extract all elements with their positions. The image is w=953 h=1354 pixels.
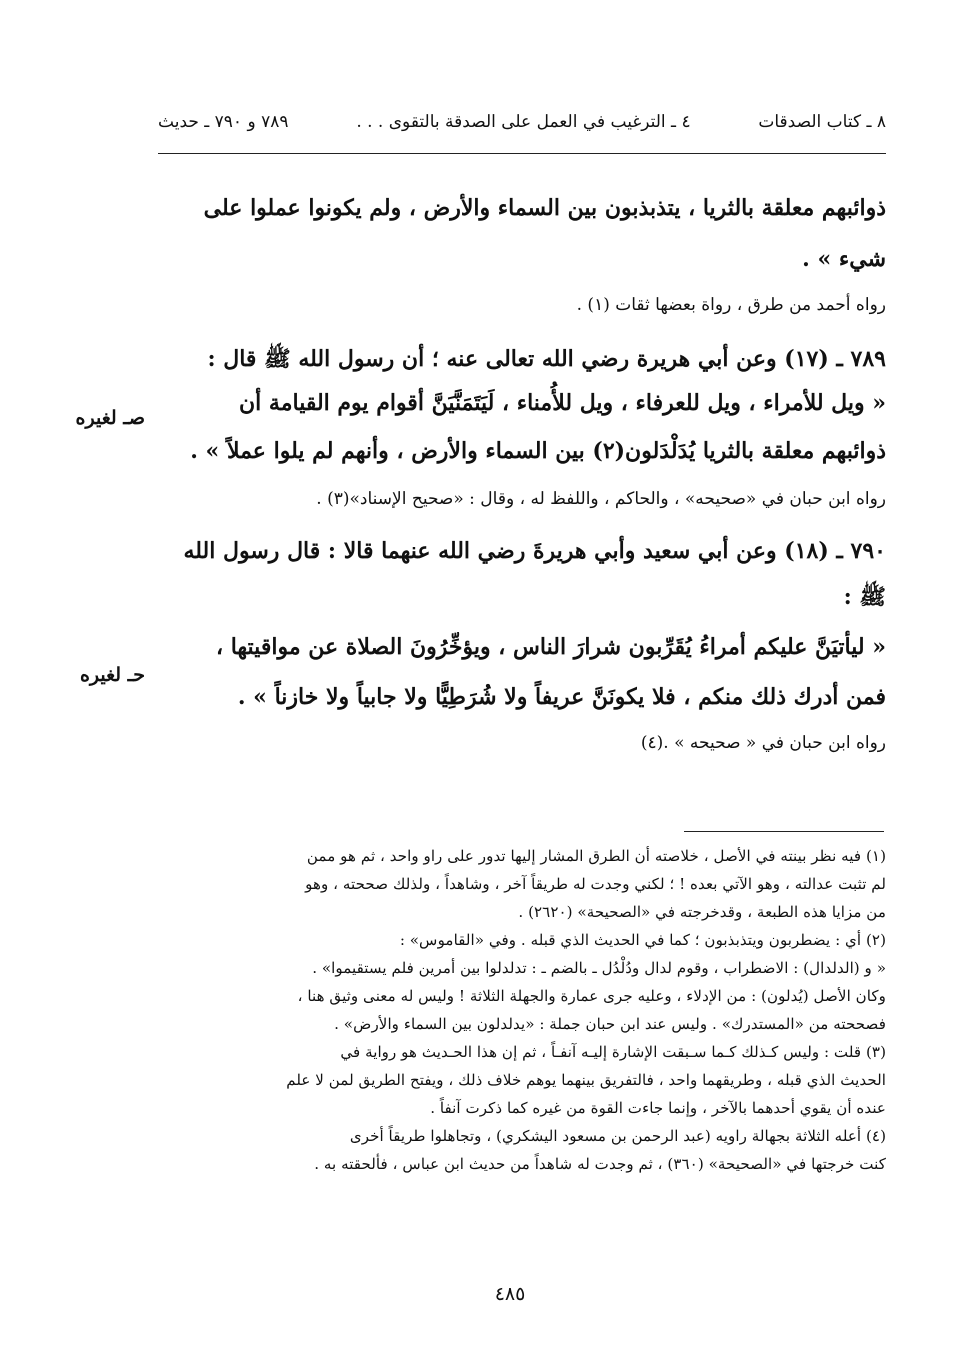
footnote-line: (٣) قلت : وليس كـذلك كـما سـبقت الإشارة إليـه آنفـاً ، ثم إن هذا الحـديث هو رواية في (340, 1043, 886, 1061)
hadith-790-source: رواه ابن حبان في « صحيحه » .(٤) (640, 733, 886, 753)
hadith-789-grade: صـ لغيره (75, 407, 145, 429)
hadith-789-source: رواه ابن حبان في «صحيحه» ، والحاكم ، واللفظ له ، وقال : «صحيح الإسناد»(٣) . (316, 489, 886, 509)
main-text (158, 195, 886, 754)
hadith-789-text-line-2: ذوائبهم معلقة بالثريا يُدَلْدَلون(٢) بين السماء والأرض ، وأنهم لم يلوا عملاً » . (190, 438, 886, 464)
footnote-line: فصححته من «المستدرك» . وليس عند ابن حبان جملة : «يدلدلون بين السماء والأرض» . (334, 1015, 886, 1033)
footnote-line: وكان الأصل (يُدلون) : من الإدلاء ، وعليه جرى عمارة والجهلة الثلاثة ! وليس له معنى وثيق هنا ، (297, 987, 886, 1005)
footnote-line: (١) فيه نظر بينته في الأصل ، خلاصته أن الطرق المشار إليها تدور على راو واحد ، ثم هو ممن (306, 847, 886, 865)
footnote-line: « و (الدلدال) : الاضطراب ، وقوم لدال ودُلْدُل ـ بالضم ـ : تدلدلوا بين أمرين فلم يستقيموا» . (312, 959, 886, 977)
hadith-790-intro-line-2: ﷺ : (843, 584, 886, 610)
prev-hadith-line-2: شيء » . (802, 246, 886, 272)
hadith-790-text-line-2: فمن أدرك ذلك منكم ، فلا يكونَنَّ عريفاً ولا شُرَطِيًّا ولا جابياً ولا خازناً » . (237, 684, 886, 710)
header-book-title: ٨ ـ كتاب الصدقات (758, 112, 886, 132)
header-chapter-title: ٤ ـ الترغيب في العمل على الصدقة بالتقوى . . . (356, 112, 691, 132)
header-divider (158, 153, 886, 154)
hadith-790-grade: حـ لغيره (79, 664, 145, 686)
footnote-line: عنده أن يقوي أحدهما بالآخر ، وإنما جاءت القوة من غيره كما ذكرت آنفاً . (430, 1099, 886, 1117)
footnote-line: من مزايا هذه الطبعة ، وقدخرجته في «الصحيحة» (٢٦٢٠) . (518, 903, 886, 921)
hadith-790-intro-line-1: ٧٩٠ ـ (١٨) وعن أبي سعيد وأبي هريرةَ رضي الله عنهما قالا : قال رسول الله (183, 538, 886, 564)
footnotes (158, 842, 886, 1178)
hadith-790-text-line-1: « ليأتيَنَّ عليكم أمراءُ يُقَرِّبون شرارَ الناس ، ويؤخِّرُونَ الصلاة عن مواقيتها ، (215, 634, 886, 660)
prev-hadith-line-1: ذوائبهم معلقة بالثريا ، يتذبذبون بين السماء والأرض ، ولم يكونوا عملوا على (203, 195, 886, 221)
footnote-line: (٤) أعله الثلاثة بجهالة راويه (عبد الرحمن بن مسعود اليشكري) ، وتجاهلوا طريقاً أخرى (349, 1127, 886, 1145)
hadith-789-intro: ٧٨٩ ـ (١٧) وعن أبي هريرة رضي الله تعالى عنه ؛ أن رسول الله ﷺ قال : (207, 346, 886, 372)
footnote-line: لم تثبت عدالته ، وهو الآتي بعده ! ؛ لكني وجدت له طريقاً آخر ، وشاهداً ، ولذلك صححته ، وهو (305, 875, 886, 893)
header-hadith-range: ٧٨٩ و ٧٩٠ ـ حديث (158, 112, 289, 132)
footnote-line: (٢) أي : يضطربون ويتذبذبون ؛ كما في الحديث الذي قبله . وفي «القاموس» : (399, 931, 886, 949)
running-header (158, 112, 886, 132)
footnote-divider (684, 831, 884, 832)
footnote-line: كنت خرجتها في «الصحيحة» (٣٦٠) ، ثم وجدت له شاهداً من حديث ابن عباس ، فألحقته به . (314, 1155, 886, 1173)
page-number: ٤٨٥ (494, 1283, 526, 1305)
footnote-line: الحديث الذي قبله ، وطريقهما واحد ، فالتفريق بينهما يوهم خلاف ذلك ، ويفتح الطريق لمن لا علم (286, 1071, 886, 1089)
hadith-789-text-line-1: « ويل للأمراء ، ويل للعرفاء ، ويل للأُمناء ، لَيَتَمَنَّيَنَّ أقوام يوم القيامة أن (238, 390, 886, 416)
prev-hadith-source: رواه أحمد من طرق ، رواة بعضها ثقات (١) . (576, 295, 886, 315)
